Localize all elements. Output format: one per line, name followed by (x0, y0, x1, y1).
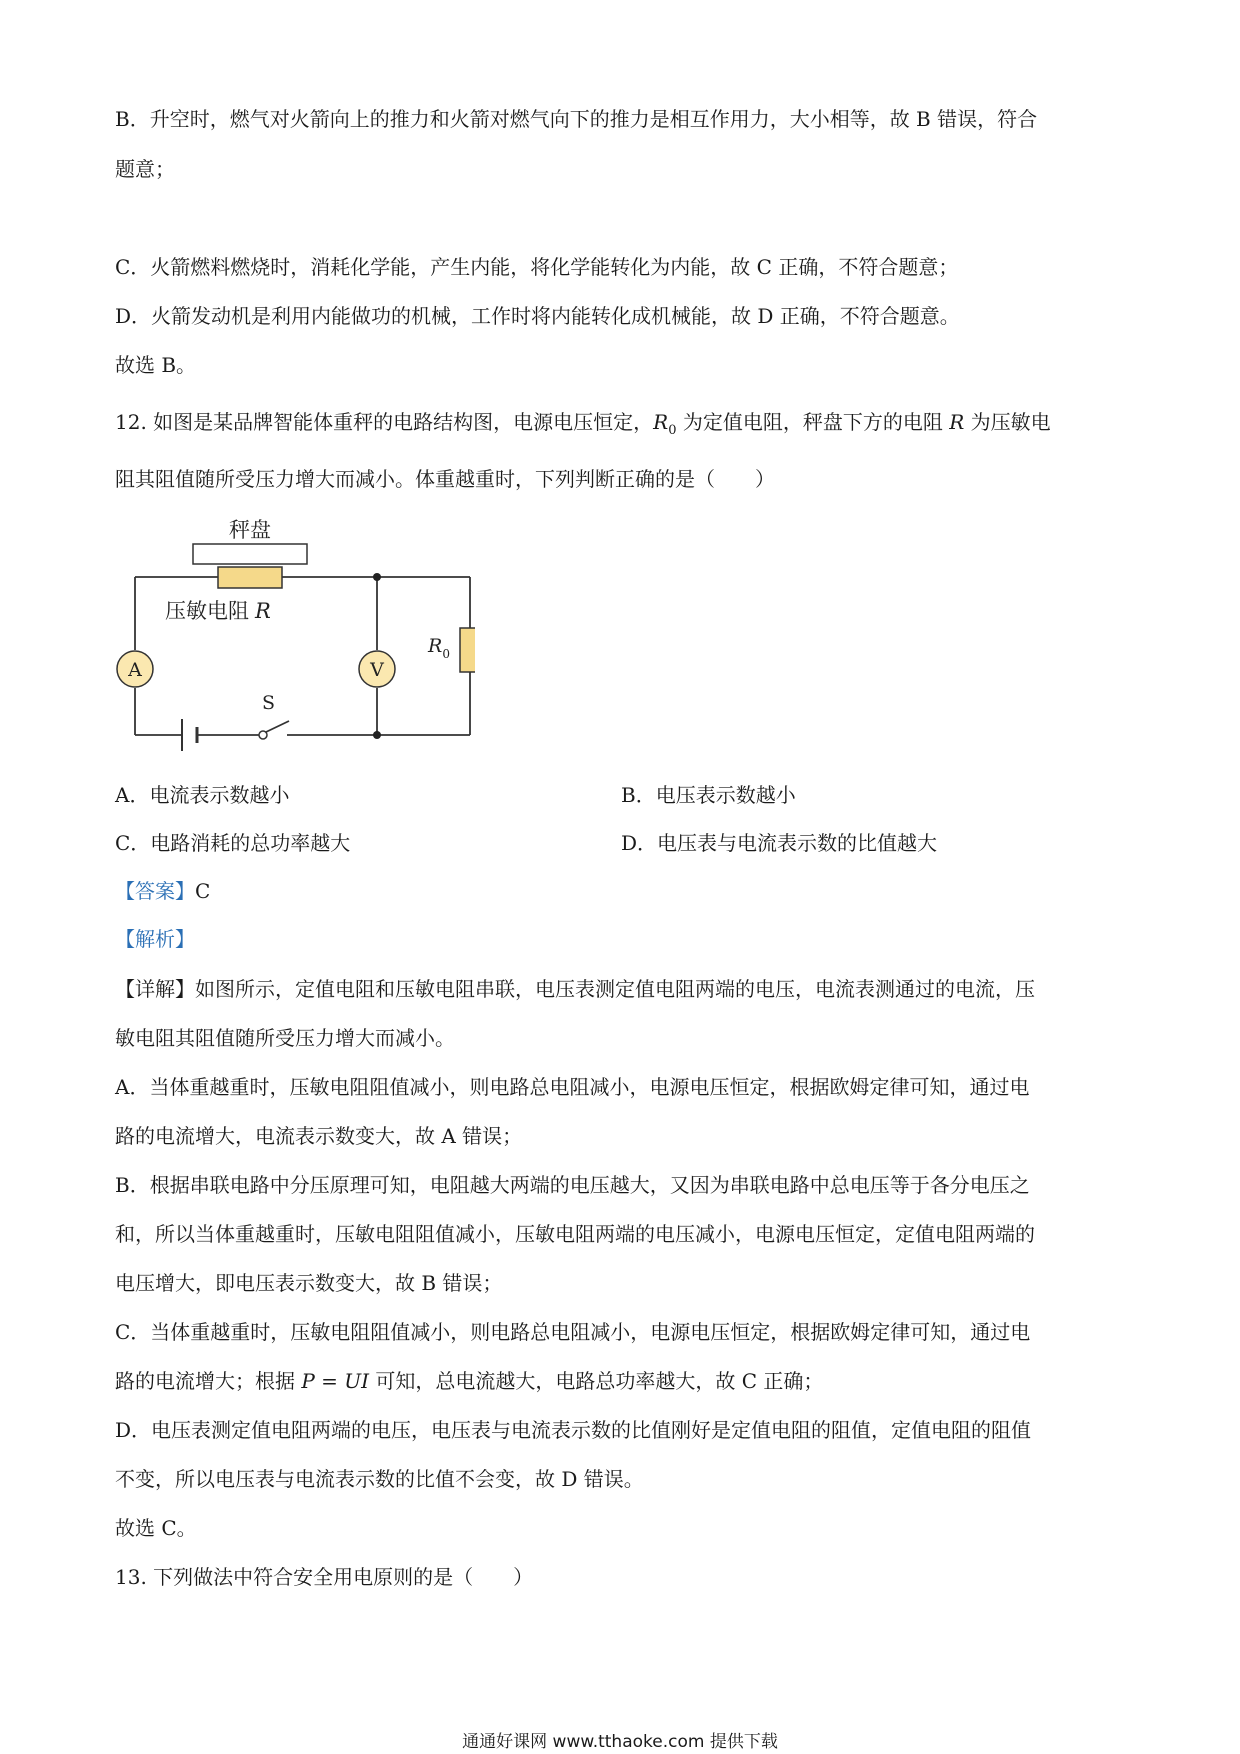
q12-stem-line1: 12. 如图是某品牌智能体重秤的电路结构图，电源电压恒定，$R_0$ 为定值电阻，秤盘下方的电阻 R 为压敏电 (115, 410, 1051, 438)
analysis-a-line1: A．当体重越重时，压敏电阻阻值减小，则电路总电阻减小，电源电压恒定，根据欧姆定律可知，通过电 (115, 1075, 1030, 1099)
voltmeter-label: V (370, 659, 384, 681)
analysis-c-line2: 路的电流增大；根据 P = UI 可知，总电流越大，电路总功率越大，故 C 正确； (115, 1369, 824, 1393)
analysis-c-line1: C．当体重越重时，压敏电阻阻值减小，则电路总电阻减小，电源电压恒定，根据欧姆定律可知，通过电 (115, 1320, 1031, 1344)
answer-tag: 【答案】 (115, 879, 195, 903)
analysis-b-line1: B．根据串联电路中分压原理可知，电阻越大两端的电压越大，又因为串联电路中总电压等于各分电压之 (115, 1173, 1030, 1197)
detail-line2: 敏电阻其阻值随所受压力增大而减小。 (115, 1026, 455, 1050)
q13-stem: 13. 下列做法中符合安全用电原则的是（ ） (115, 1565, 534, 1589)
detail-line1: 【详解】如图所示，定值电阻和压敏电阻串联，电压表测定值电阻两端的电压，电流表测通过的电流，压 (115, 977, 1035, 1001)
prev-option-b-line1: B．升空时，燃气对火箭向上的推力和火箭对燃气向下的推力是相互作用力，大小相等，故 B 错误，符合 (115, 107, 1038, 131)
power-formula: P = UI (301, 1369, 370, 1393)
q12-option-d: D．电压表与电流表示数的比值越大 (621, 831, 938, 855)
q12-option-a: A．电流表示数越小 (115, 783, 290, 807)
ammeter-label: A (128, 659, 142, 681)
analysis-b-line3: 电压增大，即电压表示数变大，故 B 错误； (115, 1271, 503, 1295)
scale-pan-label: 秤盘 (229, 518, 271, 542)
circuit-diagram (115, 510, 475, 755)
q12-stem-line2: 阻其阻值随所受压力增大而减小。体重越重时，下列判断正确的是（ ） (115, 467, 775, 491)
q12-option-c: C．电路消耗的总功率越大 (115, 831, 351, 855)
analysis-b-line2: 和，所以当体重越重时，压敏电阻阻值减小，压敏电阻两端的电压减小，电源电压恒定，定值电阻两端的 (115, 1222, 1035, 1246)
q12-choose: 故选 C。 (115, 1516, 197, 1540)
prev-option-c: C．火箭燃料燃烧时，消耗化学能，产生内能，将化学能转化为内能，故 C 正确，不符合题意； (115, 255, 959, 279)
fixed-resistor-label: $R_0$ (428, 635, 450, 661)
prev-option-d: D．火箭发动机是利用内能做功的机械，工作时将内能转化成机械能，故 D 正确，不符合题意。 (115, 304, 960, 328)
fixed-resistor (460, 628, 475, 672)
answer-value: C (195, 879, 211, 903)
analysis-d-line2: 不变，所以电压表与电流表示数的比值不会变，故 D 错误。 (115, 1467, 644, 1491)
scale-pan (193, 544, 307, 564)
prev-choose: 故选 B。 (115, 353, 197, 377)
switch-lever (266, 721, 289, 732)
prev-option-b-line2: 题意； (115, 157, 175, 181)
switch-contact (259, 731, 267, 739)
switch-label: S (262, 692, 276, 714)
analysis-d-line1: D．电压表测定值电阻两端的电压，电压表与电流表示数的比值刚好是定值电阻的阻值，定值电阻的阻值 (115, 1418, 1032, 1442)
q12-answer (115, 877, 210, 905)
pressure-resistor-label: 压敏电阻 R (165, 599, 271, 623)
footer-watermark: 通通好课网 www.tthaoke.com 提供下载 (462, 1732, 778, 1752)
analysis-a-line2: 路的电流增大，电流表示数变大，故 A 错误； (115, 1124, 523, 1148)
pressure-resistor (218, 567, 282, 588)
q12-option-b: B．电压表示数越小 (621, 783, 796, 807)
analysis-tag: 【解析】 (115, 927, 195, 951)
